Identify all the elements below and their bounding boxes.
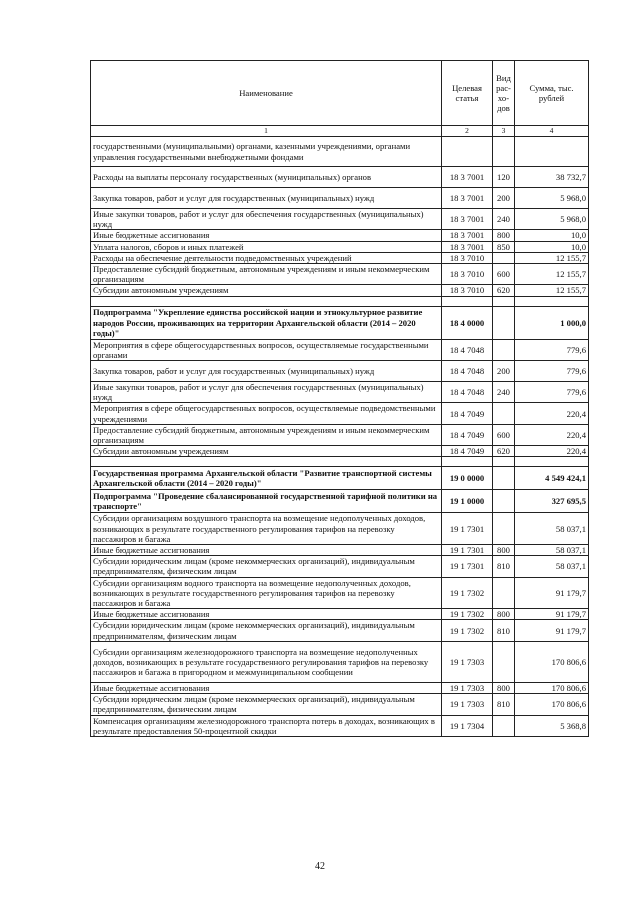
code-cell: 18 4 7048 bbox=[442, 339, 493, 360]
type-cell: 240 bbox=[493, 382, 515, 403]
table-row bbox=[91, 264, 589, 285]
type-cell bbox=[493, 467, 515, 490]
type-cell: 600 bbox=[493, 264, 515, 285]
type-cell: 810 bbox=[493, 620, 515, 641]
name-cell: Мероприятия в сфере общегосударственных вопросов, осуществляемые подведомственными учреждениями bbox=[91, 403, 442, 424]
column-number: 1 bbox=[91, 126, 442, 137]
type-cell: 800 bbox=[493, 682, 515, 693]
empty-cell bbox=[91, 296, 442, 306]
sum-cell: 10,0 bbox=[515, 241, 589, 252]
empty-cell bbox=[515, 457, 589, 467]
sum-cell: 779,6 bbox=[515, 382, 589, 403]
type-cell: 600 bbox=[493, 424, 515, 445]
column-number: 4 bbox=[515, 126, 589, 137]
table-row bbox=[91, 577, 589, 609]
page-number: 42 bbox=[315, 861, 325, 872]
table-row bbox=[91, 382, 589, 403]
code-cell: 18 4 7048 bbox=[442, 382, 493, 403]
table-header-row bbox=[91, 61, 589, 126]
type-cell bbox=[493, 306, 515, 339]
name-cell: Предоставление субсидий бюджетным, автономным учреждениям и иным некоммерческим организациям bbox=[91, 264, 442, 285]
code-cell: 19 1 7304 bbox=[442, 715, 493, 736]
type-cell: 800 bbox=[493, 230, 515, 241]
type-cell bbox=[493, 252, 515, 263]
type-cell: 800 bbox=[493, 545, 515, 556]
type-cell: 240 bbox=[493, 209, 515, 230]
code-cell: 18 3 7001 bbox=[442, 230, 493, 241]
sum-cell: 1 000,0 bbox=[515, 306, 589, 339]
table-row bbox=[91, 556, 589, 577]
sum-cell: 12 155,7 bbox=[515, 264, 589, 285]
code-cell: 18 4 7049 bbox=[442, 403, 493, 424]
name-cell: Иные бюджетные ассигнования bbox=[91, 230, 442, 241]
header-code: Целевая статья bbox=[442, 61, 493, 126]
table-row bbox=[91, 545, 589, 556]
empty-cell bbox=[91, 457, 442, 467]
sum-cell: 12 155,7 bbox=[515, 252, 589, 263]
code-cell: 18 4 7048 bbox=[442, 361, 493, 382]
type-cell bbox=[493, 641, 515, 682]
type-cell: 200 bbox=[493, 188, 515, 209]
name-cell: государственными (муниципальными) органами, казенными учреждениями, органами управления государственными внебюджетными фондами bbox=[91, 137, 442, 167]
name-cell: Субсидии организациям воздушного транспорта на возмещение недополученных доходов, возникающих в результате государственного регулирования тарифов на перевозку пассажиров и багажа bbox=[91, 513, 442, 545]
code-cell: 19 1 7303 bbox=[442, 694, 493, 715]
sum-cell: 10,0 bbox=[515, 230, 589, 241]
sum-cell: 5 368,8 bbox=[515, 715, 589, 736]
table-row bbox=[91, 446, 589, 457]
table-row bbox=[91, 641, 589, 682]
sum-cell: 220,4 bbox=[515, 424, 589, 445]
table-row bbox=[91, 241, 589, 252]
empty-cell bbox=[493, 296, 515, 306]
sum-cell: 5 968,0 bbox=[515, 209, 589, 230]
sum-cell: 220,4 bbox=[515, 446, 589, 457]
code-cell: 19 1 7302 bbox=[442, 620, 493, 641]
name-cell: Субсидии организациям железнодорожного транспорта на возмещение недополученных доходов, возникающих в результате государственного регулирования тарифов на перевозку пассажиров и багажа в пригородном и межмуниципальном сообщении bbox=[91, 641, 442, 682]
table-row bbox=[91, 694, 589, 715]
table-row bbox=[91, 403, 589, 424]
name-cell: Подпрограмма "Укрепление единства российской нации и этнокультурное развитие народов России, проживающих на территории Архангельской области (2014 – 2020 годы)" bbox=[91, 306, 442, 339]
table-row bbox=[91, 188, 589, 209]
type-cell: 800 bbox=[493, 609, 515, 620]
empty-cell bbox=[442, 457, 493, 467]
header-name: Наименование bbox=[91, 61, 442, 126]
table-row bbox=[91, 620, 589, 641]
type-cell: 810 bbox=[493, 556, 515, 577]
table-row bbox=[91, 609, 589, 620]
sum-cell: 4 549 424,1 bbox=[515, 467, 589, 490]
code-cell: 18 3 7010 bbox=[442, 285, 493, 296]
code-cell: 18 3 7010 bbox=[442, 264, 493, 285]
sum-cell: 91 179,7 bbox=[515, 577, 589, 609]
code-cell bbox=[442, 137, 493, 167]
code-cell: 18 3 7001 bbox=[442, 209, 493, 230]
name-cell: Иные бюджетные ассигнования bbox=[91, 545, 442, 556]
sum-cell: 91 179,7 bbox=[515, 609, 589, 620]
sum-cell: 5 968,0 bbox=[515, 188, 589, 209]
type-cell: 620 bbox=[493, 446, 515, 457]
type-cell bbox=[493, 490, 515, 513]
code-cell: 18 3 7001 bbox=[442, 167, 493, 188]
sum-cell: 170 806,6 bbox=[515, 694, 589, 715]
code-cell: 18 4 7049 bbox=[442, 424, 493, 445]
sum-cell: 38 732,7 bbox=[515, 167, 589, 188]
name-cell: Предоставление субсидий бюджетным, автономным учреждениям и иным некоммерческим организациям bbox=[91, 424, 442, 445]
code-cell: 19 1 7302 bbox=[442, 577, 493, 609]
code-cell: 18 3 7010 bbox=[442, 252, 493, 263]
name-cell: Иные бюджетные ассигнования bbox=[91, 609, 442, 620]
column-number-row bbox=[91, 126, 589, 137]
name-cell: Иные бюджетные ассигнования bbox=[91, 682, 442, 693]
sum-cell: 58 037,1 bbox=[515, 545, 589, 556]
type-cell bbox=[493, 137, 515, 167]
spacer-row bbox=[91, 296, 589, 306]
name-cell: Подпрограмма "Проведение сбалансированной государственной тарифной политики на транспорте" bbox=[91, 490, 442, 513]
table-row bbox=[91, 715, 589, 736]
name-cell: Субсидии автономным учреждениям bbox=[91, 446, 442, 457]
name-cell: Компенсация организациям железнодорожного транспорта потерь в доходах, возникающих в результате предоставления 50-процентной скидки bbox=[91, 715, 442, 736]
sum-cell: 91 179,7 bbox=[515, 620, 589, 641]
code-cell: 18 4 7049 bbox=[442, 446, 493, 457]
table-row bbox=[91, 424, 589, 445]
name-cell: Расходы на выплаты персоналу государственных (муниципальных) органов bbox=[91, 167, 442, 188]
table-row bbox=[91, 137, 589, 167]
name-cell: Государственная программа Архангельской области "Развитие транспортной системы Архангельской области (2014 – 2020 годы)" bbox=[91, 467, 442, 490]
type-cell: 850 bbox=[493, 241, 515, 252]
table-row bbox=[91, 209, 589, 230]
code-cell: 19 1 0000 bbox=[442, 490, 493, 513]
table-row bbox=[91, 361, 589, 382]
table-row bbox=[91, 490, 589, 513]
type-cell: 620 bbox=[493, 285, 515, 296]
header-type: Вид рас-хо-дов bbox=[493, 61, 515, 126]
sum-cell: 779,6 bbox=[515, 361, 589, 382]
name-cell: Закупка товаров, работ и услуг для государственных (муниципальных) нужд bbox=[91, 361, 442, 382]
code-cell: 19 1 7301 bbox=[442, 513, 493, 545]
code-cell: 19 0 0000 bbox=[442, 467, 493, 490]
table-row bbox=[91, 513, 589, 545]
name-cell: Уплата налогов, сборов и иных платежей bbox=[91, 241, 442, 252]
type-cell bbox=[493, 403, 515, 424]
type-cell: 200 bbox=[493, 361, 515, 382]
type-cell bbox=[493, 715, 515, 736]
name-cell: Расходы на обеспечение деятельности подведомственных учреждений bbox=[91, 252, 442, 263]
name-cell: Субсидии юридическим лицам (кроме некоммерческих организаций), индивидуальным предпринимателям, физическим лицам bbox=[91, 556, 442, 577]
name-cell: Закупка товаров, работ и услуг для государственных (муниципальных) нужд bbox=[91, 188, 442, 209]
empty-cell bbox=[493, 457, 515, 467]
sum-cell: 327 695,5 bbox=[515, 490, 589, 513]
column-number: 2 bbox=[442, 126, 493, 137]
table-body bbox=[91, 137, 589, 737]
table-row bbox=[91, 339, 589, 360]
header-sum: Сумма, тыс. рублей bbox=[515, 61, 589, 126]
sum-cell: 779,6 bbox=[515, 339, 589, 360]
code-cell: 19 1 7303 bbox=[442, 682, 493, 693]
type-cell bbox=[493, 513, 515, 545]
name-cell: Субсидии организациям водного транспорта на возмещение недополученных доходов, возникающих в результате государственного регулирования тарифов на перевозку пассажиров и багажа bbox=[91, 577, 442, 609]
name-cell: Мероприятия в сфере общегосударственных вопросов, осуществляемые государственными органами bbox=[91, 339, 442, 360]
sum-cell: 220,4 bbox=[515, 403, 589, 424]
sum-cell: 170 806,6 bbox=[515, 682, 589, 693]
table-row bbox=[91, 306, 589, 339]
table-row bbox=[91, 167, 589, 188]
name-cell: Субсидии юридическим лицам (кроме некоммерческих организаций), индивидуальным предпринимателям, физическим лицам bbox=[91, 694, 442, 715]
code-cell: 19 1 7303 bbox=[442, 641, 493, 682]
empty-cell bbox=[442, 296, 493, 306]
spacer-row bbox=[91, 457, 589, 467]
sum-cell: 12 155,7 bbox=[515, 285, 589, 296]
name-cell: Субсидии автономным учреждениям bbox=[91, 285, 442, 296]
table-row bbox=[91, 230, 589, 241]
name-cell: Иные закупки товаров, работ и услуг для обеспечения государственных (муниципальных) нужд bbox=[91, 209, 442, 230]
sum-cell: 58 037,1 bbox=[515, 513, 589, 545]
table-row bbox=[91, 682, 589, 693]
code-cell: 18 4 0000 bbox=[442, 306, 493, 339]
sum-cell: 170 806,6 bbox=[515, 641, 589, 682]
code-cell: 19 1 7301 bbox=[442, 556, 493, 577]
code-cell: 18 3 7001 bbox=[442, 188, 493, 209]
column-number: 3 bbox=[493, 126, 515, 137]
type-cell: 120 bbox=[493, 167, 515, 188]
table-row bbox=[91, 467, 589, 490]
sum-cell bbox=[515, 137, 589, 167]
name-cell: Иные закупки товаров, работ и услуг для обеспечения государственных (муниципальных) нужд bbox=[91, 382, 442, 403]
table-row bbox=[91, 252, 589, 263]
name-cell: Субсидии юридическим лицам (кроме некоммерческих организаций), индивидуальным предпринимателям, физическим лицам bbox=[91, 620, 442, 641]
code-cell: 19 1 7302 bbox=[442, 609, 493, 620]
budget-table bbox=[90, 60, 589, 737]
type-cell bbox=[493, 577, 515, 609]
table-row bbox=[91, 285, 589, 296]
code-cell: 18 3 7001 bbox=[442, 241, 493, 252]
type-cell: 810 bbox=[493, 694, 515, 715]
empty-cell bbox=[515, 296, 589, 306]
code-cell: 19 1 7301 bbox=[442, 545, 493, 556]
sum-cell: 58 037,1 bbox=[515, 556, 589, 577]
type-cell bbox=[493, 339, 515, 360]
